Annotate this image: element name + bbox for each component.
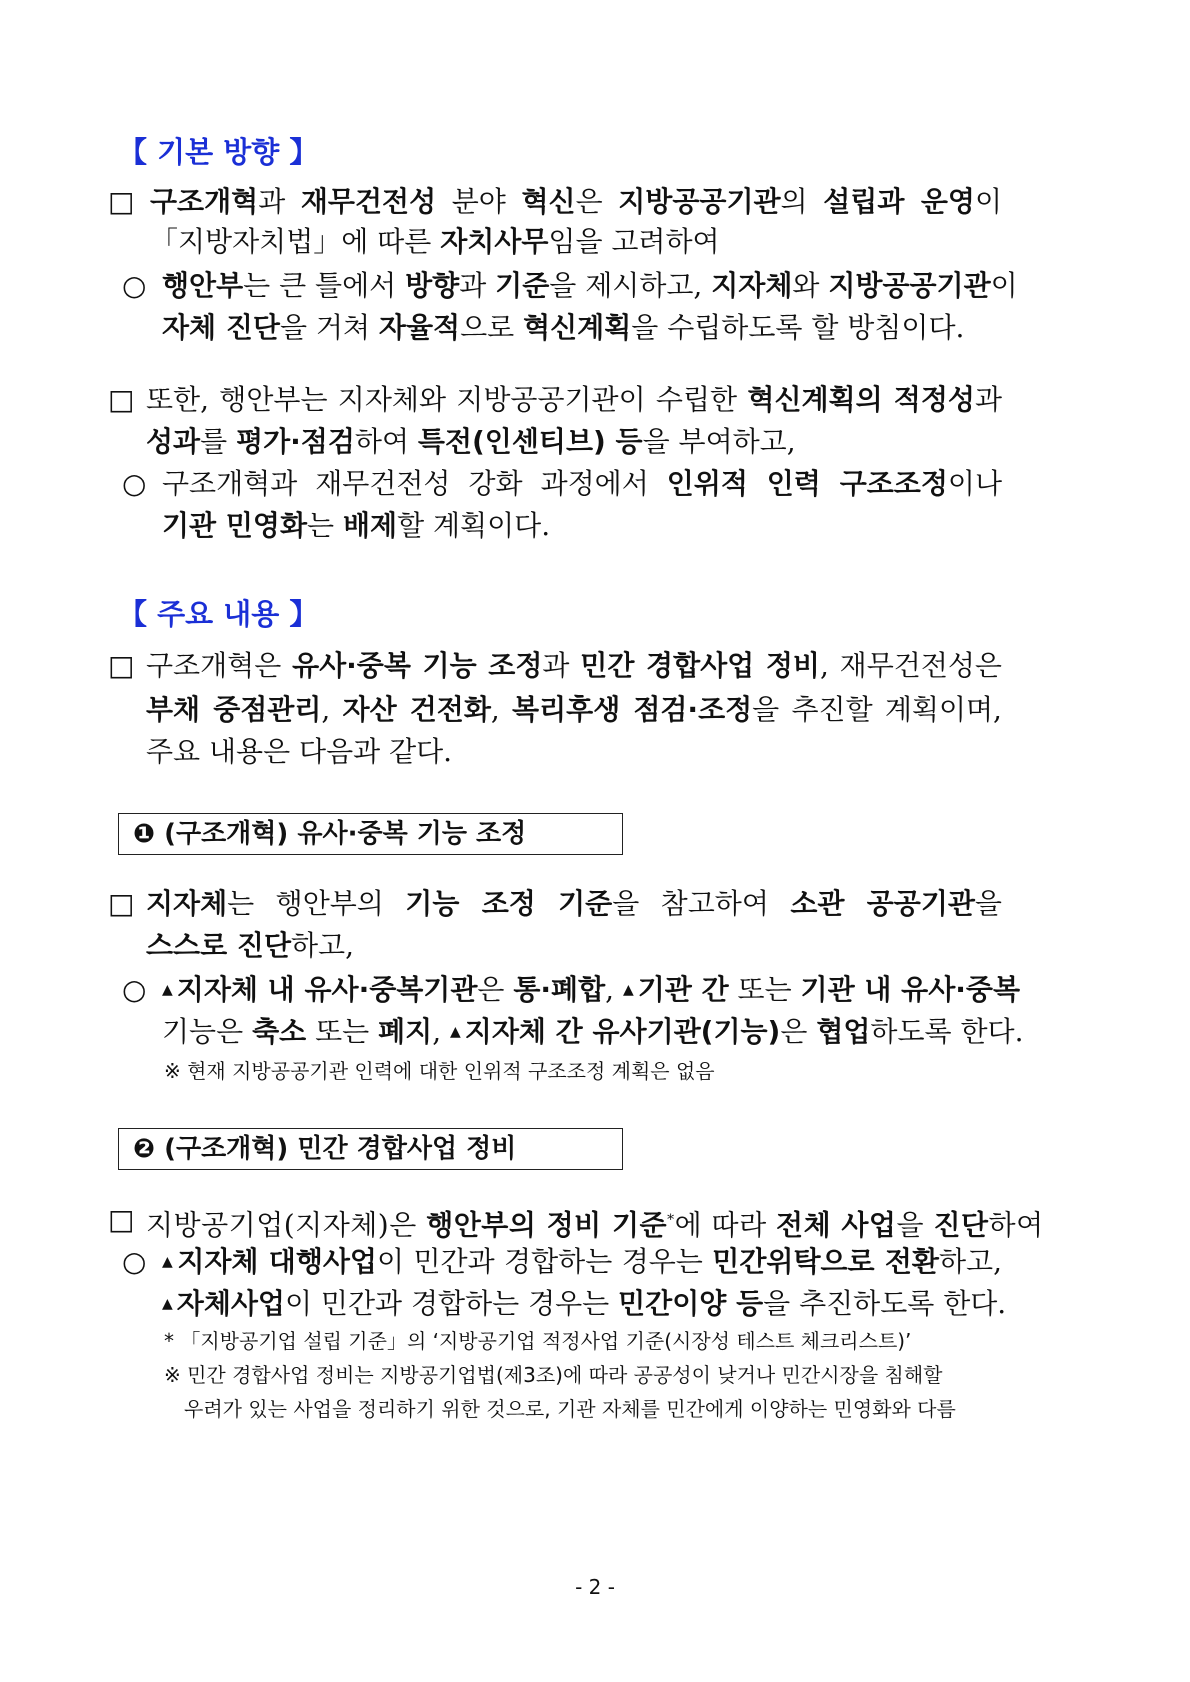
paragraph-line: 구조개혁과 재무건전성 강화 과정에서 인위적 인력 구조조정이나 [162,467,1002,500]
paragraph-line: ▲ 자체사업이 민간과 경합하는 경우는 민간이양 등을 추진하도록 한다. [162,1287,1007,1320]
paragraph-line: 주요 내용은 다음과 같다. [146,735,453,768]
paragraph-line: 지방공기업(지자체)은 행안부의 정비 기준*에 따라 전체 사업을 진단하여 [146,1208,1044,1242]
square-bullet: □ [108,649,135,682]
triangle-marker-icon: ▲ [162,982,173,998]
paragraph-line: 지자체는 행안부의 기능 조정 기준을 참고하여 소관 공공기관을 [146,887,1002,920]
square-bullet: □ [108,383,135,416]
item-heading-box-2: ❷ (구조개혁) 민간 경합사업 정비 [118,1128,623,1170]
paragraph-line: 행안부는 큰 틀에서 방향과 기준을 제시하고, 지자체와 지방공공기관이 [162,269,1018,302]
paragraph-line: 부채 중점관리, 자산 건전화, 복리후생 점검·조정을 추진할 계획이며, [146,693,1002,726]
reference-note-continued: 우려가 있는 사업을 정리하기 위한 것으로, 기관 자체를 민간에게 이양하는 민영화와 다름 [184,1397,956,1421]
section-heading-main-content: 【 주요 내용 】 [118,597,319,631]
circle-bullet: ○ [122,1245,147,1278]
paragraph-line: 구조개혁과 재무건전성 분야 혁신은 지방공공기관의 설립과 운영이 [150,185,1002,218]
paragraph-line: 또한, 행안부는 지자체와 지방공공기관이 수립한 혁신계획의 적정성과 [146,383,1002,416]
page-number: - 2 - [575,1575,615,1599]
paragraph-line: 기능은 축소 또는 폐지, ▲ 지자체 간 유사기관(기능)은 협업하도록 한다. [162,1015,1024,1048]
triangle-marker-icon: ▲ [450,1024,461,1040]
paragraph-line: 구조개혁은 유사·중복 기능 조정과 민간 경합사업 정비, 재무건전성은 [146,649,1002,682]
triangle-marker-icon: ▲ [622,982,634,998]
square-bullet: □ [108,887,135,920]
paragraph-line: ▲ 지자체 대행사업이 민간과 경합하는 경우는 민간위탁으로 전환하고, [162,1245,1002,1278]
circle-bullet: ○ [122,467,147,500]
reference-note: ※ 현재 지방공공기관 인력에 대한 인위적 구조조정 계획은 없음 [164,1059,715,1083]
item-heading-box-1: ❶ (구조개혁) 유사·중복 기능 조정 [118,813,623,855]
reference-note: ※ 민간 경합사업 정비는 지방공기업법(제3조)에 따라 공공성이 낮거나 민간시장을 침해할 [164,1363,943,1387]
triangle-marker-icon: ▲ [162,1296,173,1312]
paragraph-line: ▲ 지자체 내 유사·중복기관은 통·폐합, ▲ 기관 간 또는 기관 내 유사·중복 [162,973,1021,1006]
circle-bullet: ○ [122,269,147,302]
square-bullet: □ [108,185,135,218]
footnote: * 「지방공기업 설립 기준」의 ‘지방공기업 적정사업 기준(시장성 테스트 체크리스트)’ [164,1329,912,1353]
triangle-marker-icon: ▲ [162,1254,174,1270]
paragraph-line: 「지방자치법」에 따른 자치사무임을 고려하여 [150,225,720,258]
paragraph-line: 자체 진단을 거쳐 자율적으로 혁신계획을 수립하도록 할 방침이다. [162,311,965,344]
circle-bullet: ○ [122,973,147,1006]
paragraph-line: 스스로 진단하고, [146,929,354,962]
paragraph-line: 기관 민영화는 배제할 계획이다. [162,509,551,542]
section-heading-basic-direction: 【 기본 방향 】 [118,135,319,169]
paragraph-line: 성과를 평가·점검하여 특전(인센티브) 등을 부여하고, [146,425,796,458]
square-bullet: □ [108,1203,135,1236]
